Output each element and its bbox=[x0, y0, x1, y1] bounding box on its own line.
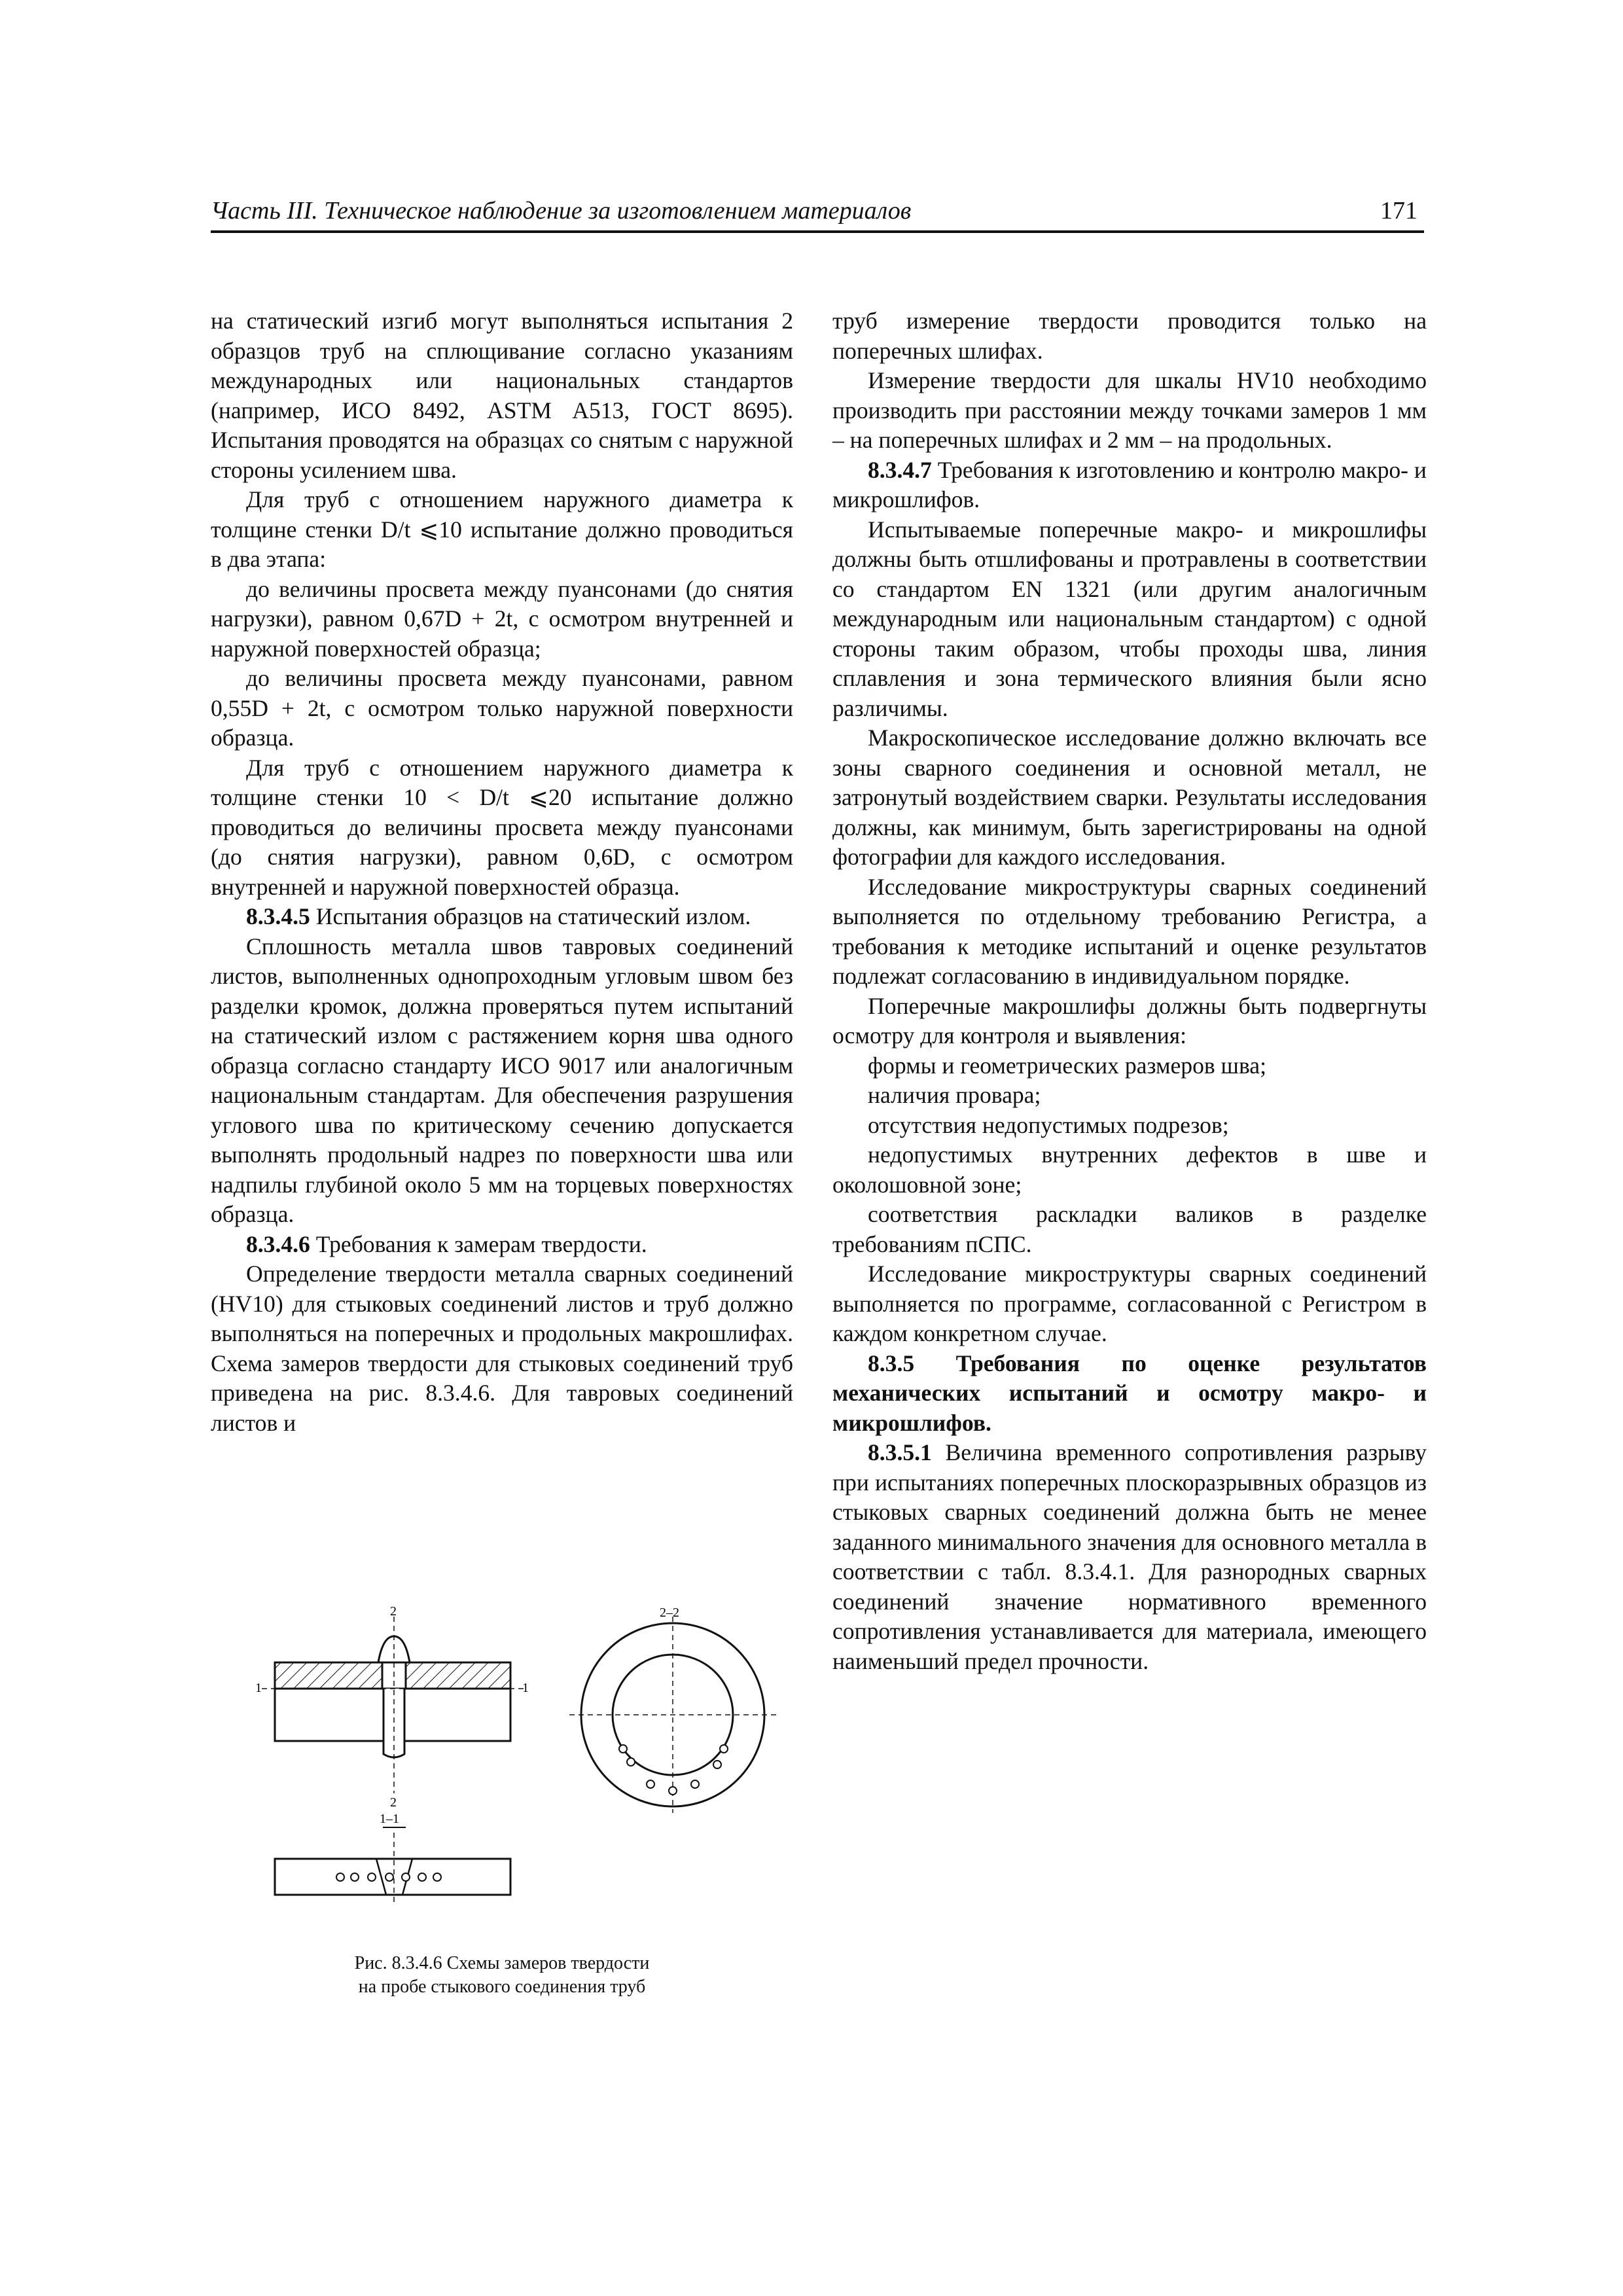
caption-line-1: Рис. 8.3.4.6 Схемы замеров твердости bbox=[354, 1953, 650, 1973]
paragraph: Для труб с отношением наружного диаметра к толщине стенки D/t ⩽10 испытание должно проводиться в два этапа: bbox=[211, 486, 793, 572]
list-item: отсутствия недопустимых подрезов; bbox=[868, 1111, 1229, 1138]
pipe-longitudinal-view bbox=[255, 1604, 529, 1810]
paragraph: Макроскопическое исследование должно включать все зоны сварного соединения и основной металл, не затронутый воздействием сварки. Результаты исследования должны, как минимум, быть зарегистрированы на одной фотографии для каждого исследования. bbox=[832, 725, 1427, 870]
label-1-right: 1 bbox=[522, 1681, 529, 1695]
header-title: Часть III. Техническое наблюдение за изготовлением материалов bbox=[211, 197, 912, 224]
paragraph: труб измерение твердости проводится только на поперечных шлифах. bbox=[832, 308, 1427, 364]
figure-hardness-scheme bbox=[255, 1597, 792, 1957]
section-8346 bbox=[211, 1230, 793, 1260]
paragraph: Исследование микроструктуры сварных соединений выполняется по отдельному требованию Регистра, а требования к методике испытаний и оценке результатов подлежат согласованию в индивидуальном порядке. bbox=[832, 873, 1427, 989]
list-item: наличия провара; bbox=[868, 1082, 1041, 1108]
paragraph: Поперечные макрошлифы должны быть подвергнуты осмотру для контроля и выявления: bbox=[832, 992, 1427, 1049]
label-2-bottom: 2 bbox=[390, 1795, 397, 1810]
section-title: Испытания образцов на статический излом. bbox=[315, 903, 751, 929]
list-item: формы и геометрических размеров шва; bbox=[868, 1052, 1266, 1079]
figure-drawing bbox=[255, 1597, 792, 1957]
list-item: соответствия раскладки валиков в разделке требованиям пСПС. bbox=[832, 1201, 1427, 1257]
right-column bbox=[832, 306, 1427, 1676]
section-number: 8.3.4.6 bbox=[246, 1230, 310, 1257]
hardness-points-section bbox=[336, 1873, 441, 1881]
label-2-top: 2 bbox=[390, 1604, 397, 1619]
paragraph: Сплошность металла швов тавровых соединений листов, выполненных однопроходным угловым швом без разделки кромок, должна проверяться путем испытаний на статический излом с растяжением корня шва одного образца согласно стандарту ИСО 9017 или аналогичным национальным стандартам. Для обеспечения разрушения углового шва по критическому сечению допускается выполнять продольный надрез по поверхности шва или надпилы глубиной около 5 мм на торцевых поверхностях образца. bbox=[211, 933, 793, 1227]
running-header bbox=[211, 196, 1424, 233]
section-number: 8.3.4.5 bbox=[246, 903, 310, 929]
header-rule bbox=[211, 230, 1424, 233]
page-number: 171 bbox=[1380, 197, 1418, 224]
section-8347 bbox=[832, 456, 1427, 515]
section-2-2 bbox=[569, 1605, 779, 1813]
section-1-1 bbox=[275, 1812, 510, 1905]
caption-line-2: на пробе стыкового соединения труб bbox=[358, 1977, 646, 1997]
paragraph: Для труб с отношением наружного диаметра к толщине стенки 10 < D/t ⩽20 испытание должно проводиться до величины просвета между пуансонами (до снятия нагрузки), равном 0,6D, с осмотром внутренней и наружной поверхностей образца. bbox=[211, 754, 793, 900]
list-item: недопустимых внутренних дефектов в шве и околошовной зоне; bbox=[832, 1141, 1427, 1198]
section-8351 bbox=[832, 1438, 1427, 1676]
section-number: 8.3.4.7 bbox=[868, 456, 932, 483]
paragraph: Исследование микроструктуры сварных соединений выполняется по программе, согласованной с Регистром в каждом конкретном случае. bbox=[832, 1261, 1427, 1346]
label-section-2-2: 2–2 bbox=[660, 1605, 679, 1620]
paragraph-text: Величина временного сопротивления разрыву при испытаниях поперечных плоскоразрывных образцов из стыковых сварных соединений должна быть не менее заданного минимального значения для основного металла в соответствии с табл. 8.3.4.1. Для разнородных сварных соединений значение нормативного временного сопротивления устанавливается для материала, имеющего наименьший предел прочности. bbox=[832, 1439, 1427, 1674]
section-heading-835: 8.3.5 Требования по оценке результатов механических испытаний и осмотру макро- и микрошлифов. bbox=[832, 1350, 1427, 1436]
paragraph: до величины просвета между пуансонами, равном 0,55D + 2t, с осмотром только наружной поверхности образца. bbox=[211, 665, 793, 751]
paragraph: до величины просвета между пуансонами (до снятия нагрузки), равном 0,67D + 2t, с осмотром внутренней и наружной поверхностей образца; bbox=[211, 575, 793, 662]
left-column bbox=[211, 306, 793, 1438]
paragraph: на статический изгиб могут выполняться испытания 2 образцов труб на сплющивание согласно указаниям международных или национальных стандартов (например, ИСО 8492, ASTM A513, ГОСТ 8695). Испытания проводятся на образцах со снятым с наружной стороны усилением шва. bbox=[211, 308, 793, 483]
label-section-1-1: 1–1 bbox=[380, 1812, 399, 1826]
paragraph: Измерение твердости для шкалы HV10 необходимо производить при расстоянии между точками замеров 1 мм – на поперечных шлифах и 2 мм – на продольных. bbox=[832, 367, 1427, 453]
section-title: Требования к изготовлению и контролю макро- и микрошлифов. bbox=[832, 456, 1427, 512]
section-title: Требования к замерам твердости. bbox=[315, 1230, 647, 1257]
figure-caption bbox=[211, 1952, 793, 1999]
paragraph: Определение твердости металла сварных соединений (HV10) для стыковых соединений листов и труб должно выполняться на поперечных и продольных макрошлифах. Схема замеров твердости для стыковых соединений труб приведена на рис. 8.3.4.6. Для тавровых соединений листов и bbox=[211, 1261, 793, 1436]
section-number: 8.3.5.1 bbox=[868, 1439, 932, 1465]
section-8345 bbox=[211, 902, 793, 932]
label-1-left: 1 bbox=[255, 1681, 262, 1695]
paragraph: Испытываемые поперечные макро- и микрошлифы должны быть отшлифованы и протравлены в соответствии со стандартом EN 1321 (или другим аналогичным международным или национальным стандартом) с одной стороны таким образом, чтобы проходы шва, линия сплавления и зона термического влияния были ясно различимы. bbox=[832, 516, 1427, 721]
